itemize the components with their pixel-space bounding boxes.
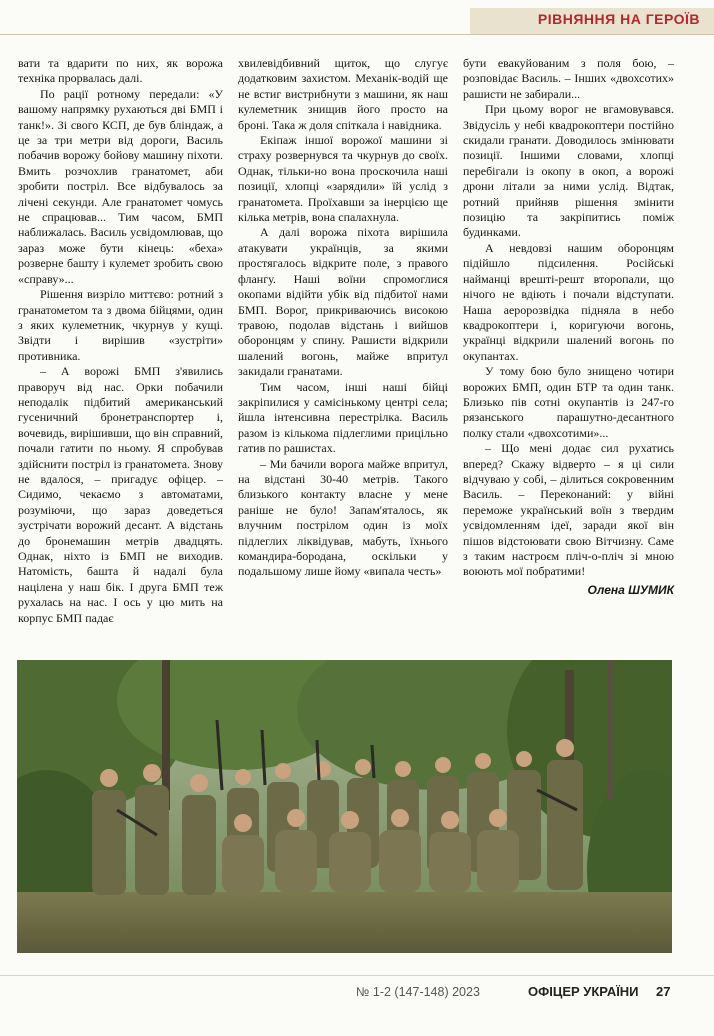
paragraph: А невдовзі нашим оборонцям підійшло підсилення. Російські найманці врешті-решт второпали, що нічого не вдіють і почали відступати. Наша аеророзвідка підняла в небо квадрокоптери і, коригуючи вогонь, українці відкрили шалений вогонь по окупантах. bbox=[463, 240, 674, 363]
issue-number: № 1-2 (147-148) 2023 bbox=[356, 985, 480, 999]
header-divider bbox=[0, 34, 714, 35]
article-column-3 bbox=[463, 56, 674, 598]
paragraph: – Ми бачили ворога майже впритул, на відстані 30-40 метрів. Такого близького контакту власне у мене раніше не було! Запам'яталось, як влучним пострілом один із моїх підлеглих ліквідував, мабуть, їхнього командира-бородана, оскільки у подальшому лише йому «випала честь» bbox=[238, 456, 448, 579]
magazine-title: ОФІЦЕР УКРАЇНИ bbox=[528, 984, 639, 999]
paragraph: Тим часом, інші наші бійці закріпилися у самісінькому центрі села; йшла інтенсивна перестрілка. Василь разом із кількома підлеглими прицільно гатив по рашистах. bbox=[238, 379, 448, 456]
paragraph: У тому бою було знищено чотири ворожих БМП, один БТР та один танк. Близько пів сотні окупантів із 247-го рязанського парашутно-десантного полку стали «двохсотими»... bbox=[463, 364, 674, 440]
article-column-2 bbox=[238, 56, 448, 580]
group-photo bbox=[17, 660, 672, 953]
paragraph: По рації ротному передали: «У вашому напрямку рухаються дві БМП і танк!». Зі свого КСП, де був бліндаж, а це за три метри від дороги, Василь побачив ворожу бойову машину піхоти. Вмить розчохлив гранатомет, аби зробити постріл. Все відбувалось за лічені секунди. Але гранатомет чомусь не спрацював... Тим часом, БМП наближалась. Василь усвідомлював, що зараз може бути кінець: «беха» розверне башту і кулемет зробить свою «справу»... bbox=[18, 86, 223, 286]
paragraph: – Що мені додає сил рухатись вперед? Скажу відверто – я ці сили відчуваю у собі, – ділиться сокровенним Василь. – Переконаний: у війні переможе український воїн з твердим усвідомленням ідеї, заради якої він пішов відстоювати свою Вітчизну. Саме з таким настроєм пліч-о-пліч зі мною воюють мої побратими! bbox=[463, 441, 674, 579]
paragraph: Екіпаж іншої ворожої машини зі страху розвернувся та чкурнув до своїх. Однак, тільки-но вона проскочила наші позиції, хлопці «зарядили» їй услід з гранатомета. Проїхавши за інерцією ще кілька метрів, вона спалахнула. bbox=[238, 133, 448, 225]
paragraph: хвилевідбивний щиток, що слугує додатковим захистом. Механік-водій ще не встиг вистрибнути з машини, як наш кулеметник знищив його просто на броні. Така ж доля спіткала і навідника. bbox=[238, 56, 448, 132]
article-column-1 bbox=[18, 56, 223, 626]
author-byline: Олена ШУМИК bbox=[587, 582, 674, 597]
paragraph: – А ворожі БМП з'явились праворуч від нас. Орки побачили неподалік підбитий американський гусеничний бронетранспортер і, вочевидь, вирішивши, що він справний, почали гатити по ньому. Я спробував здійснити постріл із гранатомета. Знову не вдалося, – пригадує офіцер. – Сидимо, чекаємо з автоматами, розуміючи, що зараз доведеться зустрічати ворожий десант. А відстань до бронемашин метрів двадцять. Однак, ніхто із БМП не виходив. Натомість, башта й надалі була націлена у наш бік. І друга БМП теж рухалась на нас. І ось у цю мить на корпус БМП падає bbox=[18, 364, 223, 625]
paragraph: А далі ворожа піхота вирішила атакувати українців, за якими простягалось відкрите поле, з правого флангу. Наші воїни спромоглися окопами відійти убік від підбитої нами БМП. Ворог, прикриваючись високою травою, подолав відстань і вийшов оборонцям у спину. Рашисти відкрили шалений вогонь, майже впритул закидали гранатами. bbox=[238, 225, 448, 379]
paragraph: Рішення визріло миттєво: ротний з гранатометом та з двома бійцями, один з яких кулеметник, чкурнув у кущі. Звідти і вирішив «зустріти» противника. bbox=[18, 287, 223, 363]
section-title: РІВНЯННЯ НА ГЕРОЇВ bbox=[537, 11, 700, 27]
footer-divider bbox=[0, 975, 714, 976]
paragraph: бути евакуйованим з поля бою, – розповідає Василь. – Інших «двохсотих» рашисти не забирали... bbox=[463, 56, 674, 101]
paragraph: вати та вдарити по них, як ворожа техніка прорвалась далі. bbox=[18, 56, 223, 86]
page-number: 27 bbox=[656, 984, 671, 999]
paragraph: При цьому ворог не вгамовувався. Звідусіль у небі квадрокоптери постійно скидали гранати. Доводилось змінювати позиції. Іншими словами, хлопці перебігали із окопу в окоп, а ворожі дрони літали за ними услід. Відтак, ротний прийняв рішення змінити позицію та закріпитись поміж будинками. bbox=[463, 102, 674, 240]
